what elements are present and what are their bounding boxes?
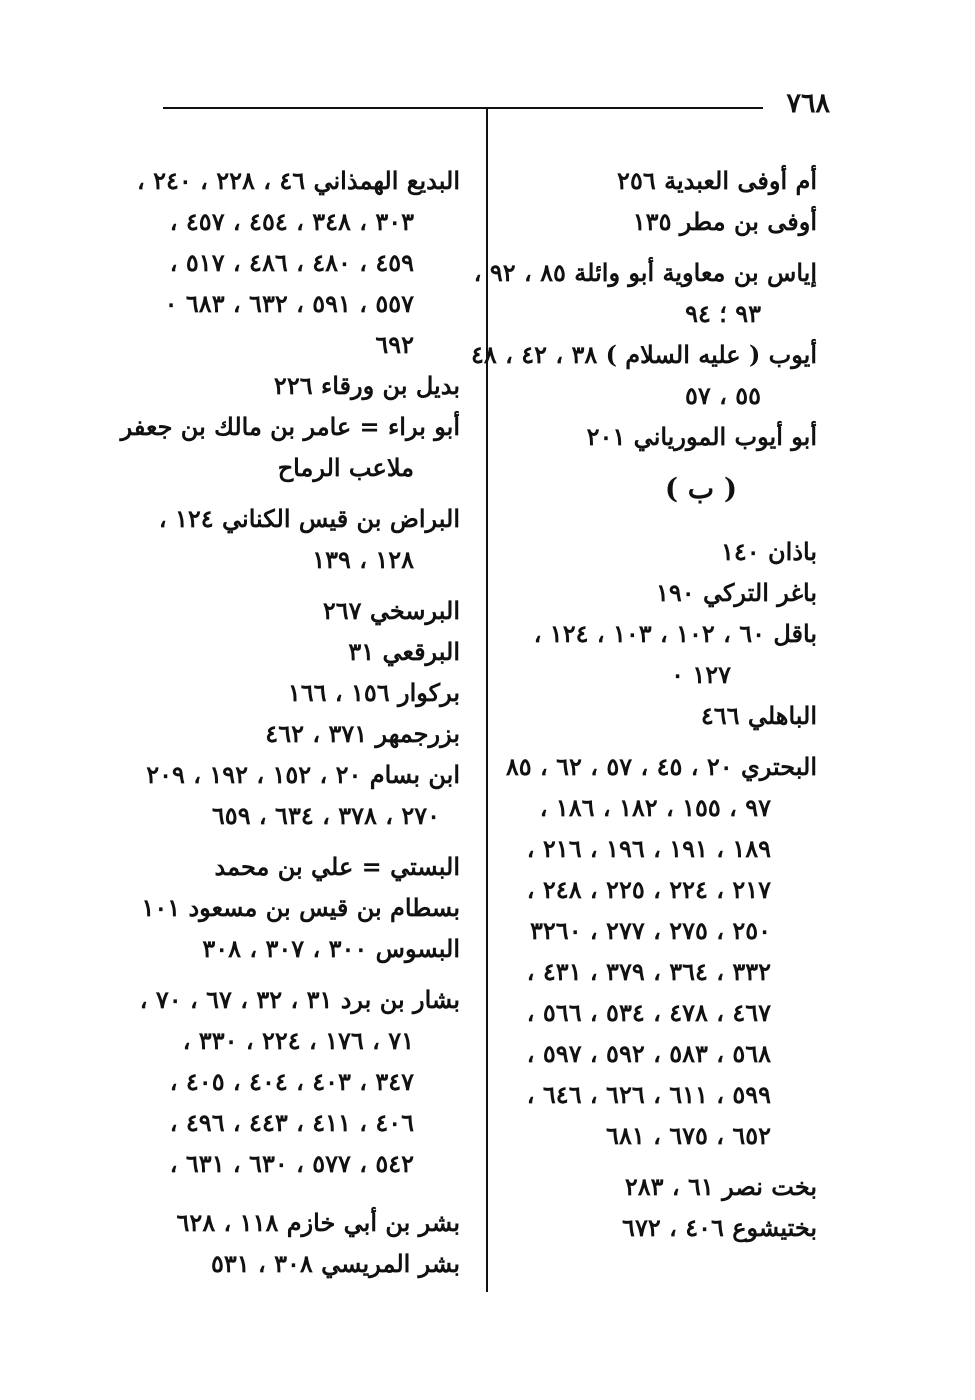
index-entry-continuation: ٣٠٣ ، ٣٤٨ ، ٤٥٤ ، ٤٥٧ ، [169, 207, 414, 236]
index-entry: أبو براء = عامر بن مالك بن جعفر [120, 412, 460, 441]
index-entry-continuation: ٥٥ ، ٥٧ [684, 381, 761, 410]
index-entry-continuation: ٣٤٧ ، ٤٠٣ ، ٤٠٤ ، ٤٠٥ ، [169, 1067, 414, 1096]
index-entry: بخت نصر ٦١ ، ٢٨٣ [624, 1172, 817, 1201]
index-entry: بديل بن ورقاء ٢٢٦ [273, 371, 460, 400]
index-entry-continuation: ٢٧٠ ، ٣٧٨ ، ٦٣٤ ، ٦٥٩ [211, 801, 440, 830]
index-entry-continuation: ٧١ ، ١٧٦ ، ٢٢٤ ، ٣٣٠ ، [182, 1026, 414, 1055]
index-column-right [470, 160, 817, 1248]
index-entry: إياس بن معاوية أبو وائلة ٨٥ ، ٩٢ ، [473, 258, 817, 287]
index-entry: بزرجمهر ٣٧١ ، ٤٦٢ [265, 719, 460, 748]
index-entry: بشار بن برد ٣١ ، ٣٢ ، ٦٧ ، ٧٠ ، [139, 985, 460, 1014]
index-entry-continuation: ٥٩٩ ، ٦١١ ، ٦٢٦ ، ٦٤٦ ، [526, 1080, 771, 1109]
index-entry: البرقعي ٣١ [348, 637, 460, 666]
index-entry-continuation: ٥٦٨ ، ٥٨٣ ، ٥٩٢ ، ٥٩٧ ، [526, 1039, 771, 1068]
index-entry-continuation: ١٢٨ ، ١٣٩ [312, 545, 414, 574]
section-heading: ( ب ) [664, 472, 738, 505]
index-entry: أيوب ( عليه السلام ) ٣٨ ، ٤٢ ، ٤٨ [470, 340, 817, 369]
index-entry-continuation: ٥٥٧ ، ٥٩١ ، ٦٣٢ ، ٦٨٣ ٠ [164, 289, 414, 318]
index-entry-continuation: ٩٧ ، ١٥٥ ، ١٨٢ ، ١٨٦ ، [539, 793, 771, 822]
index-entry: أوفى بن مطر ١٣٥ [632, 207, 817, 236]
index-entry-continuation: ٤٥٩ ، ٤٨٠ ، ٤٨٦ ، ٥١٧ ، [169, 248, 414, 277]
index-entry: البراض بن قيس الكناني ١٢٤ ، [158, 504, 460, 533]
index-entry: الباهلي ٤٦٦ [700, 701, 817, 730]
index-entry: أم أوفى العبدية ٢٥٦ [617, 166, 817, 195]
index-entry-continuation: ٤٠٦ ، ٤١١ ، ٤٤٣ ، ٤٩٦ ، [169, 1108, 414, 1137]
index-entry: بشر المريسي ٣٠٨ ، ٥٣١ [210, 1249, 460, 1278]
index-entry: بسطام بن قيس بن مسعود ١٠١ [141, 893, 460, 922]
index-entry: البديع الهمذاني ٤٦ ، ٢٢٨ ، ٢٤٠ ، [136, 166, 460, 195]
index-entry: بركوار ١٥٦ ، ١٦٦ [287, 678, 460, 707]
page-number: ٧٦٨ [786, 88, 830, 119]
index-entry-continuation: ٥٤٢ ، ٥٧٧ ، ٦٣٠ ، ٦٣١ ، [169, 1149, 414, 1178]
index-entry: البرسخي ٢٦٧ [322, 596, 460, 625]
index-column-left [120, 160, 460, 1284]
index-entry: باغر التركي ١٩٠ [655, 578, 817, 607]
index-entry-continuation: ٦٩٢ [375, 330, 414, 359]
index-entry-continuation: ٩٣ ؛ ٩٤ [685, 299, 761, 328]
index-entry-continuation: ٦٥٢ ، ٦٧٥ ، ٦٨١ [606, 1121, 771, 1150]
index-entry-continuation: ٢١٧ ، ٢٢٤ ، ٢٢٥ ، ٢٤٨ ، [526, 875, 771, 904]
index-entry-continuation: ملاعب الرماح [277, 453, 414, 482]
index-entry-continuation: ١٢٧ ٠ [671, 660, 731, 689]
index-entry: باذان ١٤٠ [721, 537, 817, 566]
index-entry-continuation: ٢٥٠ ، ٢٧٥ ، ٢٧٧ ، ٣٢٦٠ [530, 916, 771, 945]
index-entry-continuation: ١٨٩ ، ١٩١ ، ١٩٦ ، ٢١٦ ، [526, 834, 771, 863]
index-entry: البستي = علي بن محمد [214, 852, 460, 881]
index-entry: البحتري ٢٠ ، ٤٥ ، ٥٧ ، ٦٢ ، ٨٥ [505, 752, 817, 781]
index-entry-continuation: ٤٦٧ ، ٤٧٨ ، ٥٣٤ ، ٥٦٦ ، [526, 998, 771, 1027]
header-rule [163, 107, 763, 109]
index-entry: بشر بن أبي خازم ١١٨ ، ٦٢٨ [176, 1208, 460, 1237]
index-entry: ابن بسام ٢٠ ، ١٥٢ ، ١٩٢ ، ٢٠٩ [146, 760, 460, 789]
index-entry-continuation: ٣٣٢ ، ٣٦٤ ، ٣٧٩ ، ٤٣١ ، [526, 957, 771, 986]
index-entry: باقل ٦٠ ، ١٠٢ ، ١٠٣ ، ١٢٤ ، [533, 619, 817, 648]
index-entry: بختيشوع ٤٠٦ ، ٦٧٢ [622, 1213, 817, 1242]
index-entry: البسوس ٣٠٠ ، ٣٠٧ ، ٣٠٨ [202, 934, 460, 963]
index-entry: أبو أيوب المورياني ٢٠١ [586, 422, 817, 451]
